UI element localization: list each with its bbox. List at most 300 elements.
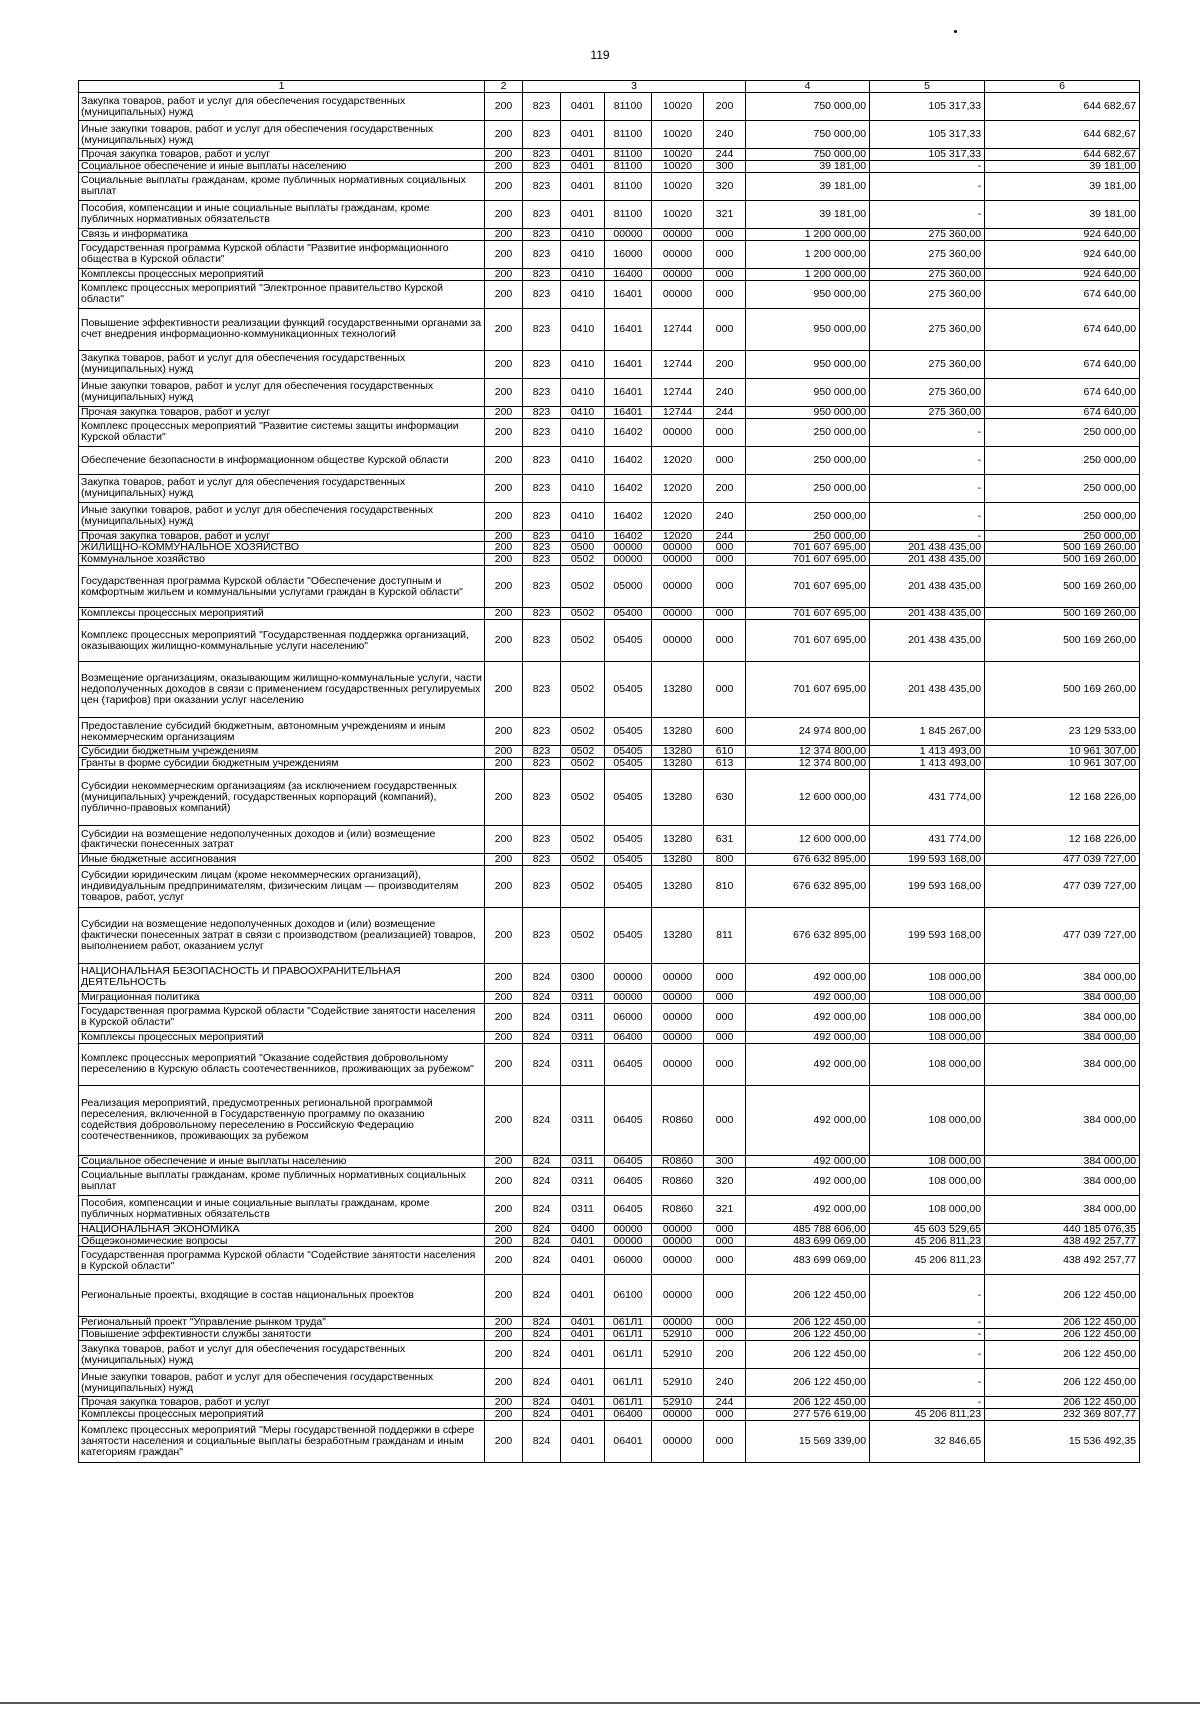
code-cell: 823 xyxy=(523,93,561,121)
code-cell: 824 xyxy=(523,1003,561,1031)
table-row xyxy=(79,907,1140,963)
amount-cell: 232 369 807,77 xyxy=(985,1409,1140,1421)
amount-cell: 644 682,67 xyxy=(985,121,1140,149)
amount-cell: 492 000,00 xyxy=(746,1043,870,1085)
code-cell: 00000 xyxy=(652,1043,704,1085)
code-cell: 00000 xyxy=(652,280,704,308)
code-cell: 000 xyxy=(704,1043,746,1085)
code-cell: 0311 xyxy=(561,1031,605,1043)
code-cell: 823 xyxy=(523,350,561,378)
amount-cell: 32 846,65 xyxy=(870,1421,985,1463)
code-cell: 0311 xyxy=(561,1003,605,1031)
header-cell: 6 xyxy=(985,81,1140,93)
row-name-cell: Социальные выплаты гражданам, кроме публичных нормативных социальных выплат xyxy=(79,1167,485,1195)
table-row xyxy=(79,160,1140,172)
amount-cell: 206 122 450,00 xyxy=(985,1317,1140,1329)
table-header-row xyxy=(79,81,1140,93)
code-cell: 000 xyxy=(704,1003,746,1031)
table-row xyxy=(79,280,1140,308)
row-name-cell: Прочая закупка товаров, работ и услуг xyxy=(79,530,485,542)
table-row xyxy=(79,172,1140,200)
table-row xyxy=(79,1155,1140,1167)
code-cell: 200 xyxy=(485,963,523,991)
code-cell: 52910 xyxy=(652,1329,704,1341)
code-cell: 000 xyxy=(704,1247,746,1275)
code-cell: 630 xyxy=(704,769,746,825)
code-cell: 824 xyxy=(523,963,561,991)
amount-cell: 500 169 260,00 xyxy=(985,662,1140,718)
code-cell: 824 xyxy=(523,1195,561,1223)
amount-cell: - xyxy=(870,1369,985,1397)
code-cell: 00000 xyxy=(605,228,652,240)
code-cell: 823 xyxy=(523,280,561,308)
amount-cell: 1 200 000,00 xyxy=(746,268,870,280)
table-row xyxy=(79,502,1140,530)
code-cell: 000 xyxy=(704,280,746,308)
amount-cell: 275 360,00 xyxy=(870,378,985,406)
amount-cell: 12 600 000,00 xyxy=(746,769,870,825)
code-cell: 05405 xyxy=(605,769,652,825)
header-cell: 3 xyxy=(523,81,746,93)
code-cell: 0401 xyxy=(561,200,605,228)
table-row xyxy=(79,1043,1140,1085)
code-cell: 12020 xyxy=(652,530,704,542)
code-cell: 13280 xyxy=(652,907,704,963)
row-name-cell: Реализация мероприятий, предусмотренных региональной программой переселения, включенной в Государственную программу по оказанию содействия добровольному переселению в Российскую Федерацию соотечественников, проживающих за рубежом xyxy=(79,1085,485,1155)
table-row xyxy=(79,200,1140,228)
code-cell: 13280 xyxy=(652,853,704,865)
amount-cell: 483 699 069,00 xyxy=(746,1235,870,1247)
code-cell: 05000 xyxy=(605,566,652,608)
row-name-cell: Связь и информатика xyxy=(79,228,485,240)
code-cell: 061Л1 xyxy=(605,1317,652,1329)
code-cell: 0410 xyxy=(561,280,605,308)
amount-cell: 492 000,00 xyxy=(746,1085,870,1155)
amount-cell: 108 000,00 xyxy=(870,1155,985,1167)
code-cell: 05400 xyxy=(605,608,652,620)
code-cell: 00000 xyxy=(652,963,704,991)
table-row xyxy=(79,1235,1140,1247)
amount-cell: 438 492 257,77 xyxy=(985,1247,1140,1275)
code-cell: 200 xyxy=(485,93,523,121)
code-cell: 000 xyxy=(704,418,746,446)
code-cell: 16402 xyxy=(605,474,652,502)
row-name-cell: Прочая закупка товаров, работ и услуг xyxy=(79,1397,485,1409)
amount-cell: 199 593 168,00 xyxy=(870,853,985,865)
code-cell: 0502 xyxy=(561,620,605,662)
row-name-cell: Закупка товаров, работ и услуг для обеспечения государственных (муниципальных) нужд xyxy=(79,474,485,502)
code-cell: 200 xyxy=(485,825,523,853)
code-cell: 823 xyxy=(523,718,561,746)
code-cell: 200 xyxy=(485,542,523,554)
code-cell: 0410 xyxy=(561,268,605,280)
code-cell: 823 xyxy=(523,769,561,825)
code-cell: 000 xyxy=(704,240,746,268)
code-cell: 200 xyxy=(485,662,523,718)
code-cell: 823 xyxy=(523,474,561,502)
code-cell: 823 xyxy=(523,418,561,446)
code-cell: 000 xyxy=(704,1031,746,1043)
code-cell: 0502 xyxy=(561,758,605,770)
amount-cell: 1 845 267,00 xyxy=(870,718,985,746)
row-name-cell: НАЦИОНАЛЬНАЯ БЕЗОПАСНОСТЬ И ПРАВООХРАНИТЕЛЬНАЯ ДЕЯТЕЛЬНОСТЬ xyxy=(79,963,485,991)
code-cell: 05405 xyxy=(605,907,652,963)
code-cell: 244 xyxy=(704,406,746,418)
code-cell: 06400 xyxy=(605,1409,652,1421)
amount-cell: 250 000,00 xyxy=(985,530,1140,542)
amount-cell: 1 200 000,00 xyxy=(746,240,870,268)
amount-cell: 477 039 727,00 xyxy=(985,907,1140,963)
code-cell: 00000 xyxy=(652,1317,704,1329)
amount-cell: 384 000,00 xyxy=(985,1031,1140,1043)
code-cell: 061Л1 xyxy=(605,1397,652,1409)
row-name-cell: Пособия, компенсации и иные социальные выплаты гражданам, кроме публичных нормативных обязательств xyxy=(79,200,485,228)
code-cell: 16000 xyxy=(605,240,652,268)
amount-cell: 250 000,00 xyxy=(985,446,1140,474)
code-cell: 00000 xyxy=(652,1003,704,1031)
code-cell: 0502 xyxy=(561,718,605,746)
amount-cell: 15 536 492,35 xyxy=(985,1421,1140,1463)
amount-cell: 500 169 260,00 xyxy=(985,542,1140,554)
scan-dot xyxy=(954,30,957,33)
row-name-cell: Предоставление субсидий бюджетным, автономным учреждениям и иным некоммерческим организациям xyxy=(79,718,485,746)
row-name-cell: Социальное обеспечение и иные выплаты населению xyxy=(79,160,485,172)
code-cell: 16402 xyxy=(605,418,652,446)
row-name-cell: Комплексы процессных мероприятий xyxy=(79,1409,485,1421)
code-cell: 000 xyxy=(704,963,746,991)
code-cell: 00000 xyxy=(652,1275,704,1317)
code-cell: 200 xyxy=(485,378,523,406)
row-name-cell: Пособия, компенсации и иные социальные выплаты гражданам, кроме публичных нормативных обязательств xyxy=(79,1195,485,1223)
amount-cell: 750 000,00 xyxy=(746,121,870,149)
code-cell: 823 xyxy=(523,758,561,770)
code-cell: 200 xyxy=(485,406,523,418)
code-cell: 824 xyxy=(523,1235,561,1247)
amount-cell: 750 000,00 xyxy=(746,93,870,121)
code-cell: 200 xyxy=(485,446,523,474)
amount-cell: 206 122 450,00 xyxy=(746,1317,870,1329)
amount-cell: 275 360,00 xyxy=(870,268,985,280)
code-cell: 200 xyxy=(485,121,523,149)
code-cell: 000 xyxy=(704,268,746,280)
code-cell: R0860 xyxy=(652,1155,704,1167)
amount-cell: 674 640,00 xyxy=(985,350,1140,378)
amount-cell: 950 000,00 xyxy=(746,308,870,350)
table-row xyxy=(79,1275,1140,1317)
code-cell: 00000 xyxy=(652,554,704,566)
amount-cell: 492 000,00 xyxy=(746,963,870,991)
amount-cell: 1 413 493,00 xyxy=(870,746,985,758)
code-cell: 823 xyxy=(523,446,561,474)
code-cell: 200 xyxy=(485,1155,523,1167)
code-cell: 0311 xyxy=(561,991,605,1003)
code-cell: 0401 xyxy=(561,160,605,172)
code-cell: 0502 xyxy=(561,769,605,825)
code-cell: 0502 xyxy=(561,825,605,853)
row-name-cell: Социальное обеспечение и иные выплаты населению xyxy=(79,1155,485,1167)
table-row xyxy=(79,542,1140,554)
amount-cell: 250 000,00 xyxy=(746,474,870,502)
amount-cell: 676 632 895,00 xyxy=(746,853,870,865)
row-name-cell: Закупка товаров, работ и услуг для обеспечения государственных (муниципальных) нужд xyxy=(79,1341,485,1369)
code-cell: 824 xyxy=(523,1085,561,1155)
code-cell: 13280 xyxy=(652,662,704,718)
code-cell: 200 xyxy=(485,1003,523,1031)
table-row xyxy=(79,746,1140,758)
amount-cell: 108 000,00 xyxy=(870,991,985,1003)
code-cell: 000 xyxy=(704,1329,746,1341)
amount-cell: 199 593 168,00 xyxy=(870,907,985,963)
code-cell: 0401 xyxy=(561,1235,605,1247)
code-cell: 200 xyxy=(485,308,523,350)
code-cell: 200 xyxy=(485,172,523,200)
code-cell: 0502 xyxy=(561,566,605,608)
amount-cell: 105 317,33 xyxy=(870,93,985,121)
row-name-cell: Комплексы процессных мероприятий xyxy=(79,608,485,620)
amount-cell: 384 000,00 xyxy=(985,1043,1140,1085)
amount-cell: 676 632 895,00 xyxy=(746,865,870,907)
amount-cell: 674 640,00 xyxy=(985,308,1140,350)
amount-cell: 277 576 619,00 xyxy=(746,1409,870,1421)
code-cell: 0410 xyxy=(561,502,605,530)
table-row xyxy=(79,418,1140,446)
code-cell: 824 xyxy=(523,1167,561,1195)
amount-cell: 201 438 435,00 xyxy=(870,662,985,718)
table-row xyxy=(79,758,1140,770)
code-cell: 321 xyxy=(704,200,746,228)
code-cell: 0410 xyxy=(561,446,605,474)
table-row xyxy=(79,1369,1140,1397)
amount-cell: - xyxy=(870,474,985,502)
code-cell: 81100 xyxy=(605,172,652,200)
code-cell: 52910 xyxy=(652,1397,704,1409)
code-cell: 823 xyxy=(523,662,561,718)
code-cell: 824 xyxy=(523,1155,561,1167)
amount-cell: 199 593 168,00 xyxy=(870,865,985,907)
amount-cell: - xyxy=(870,1341,985,1369)
table-row xyxy=(79,121,1140,149)
code-cell: 0311 xyxy=(561,1043,605,1085)
code-cell: 810 xyxy=(704,865,746,907)
code-cell: 000 xyxy=(704,1409,746,1421)
amount-cell: 201 438 435,00 xyxy=(870,566,985,608)
table-row xyxy=(79,350,1140,378)
code-cell: 00000 xyxy=(652,1409,704,1421)
amount-cell: 275 360,00 xyxy=(870,240,985,268)
table-row xyxy=(79,1167,1140,1195)
amount-cell: 12 168 226,00 xyxy=(985,825,1140,853)
code-cell: 000 xyxy=(704,1275,746,1317)
budget-table xyxy=(78,80,1140,1463)
amount-cell: 105 317,33 xyxy=(870,121,985,149)
amount-cell: - xyxy=(870,200,985,228)
code-cell: 200 xyxy=(485,1329,523,1341)
amount-cell: 250 000,00 xyxy=(985,502,1140,530)
amount-cell: 206 122 450,00 xyxy=(746,1329,870,1341)
code-cell: 823 xyxy=(523,240,561,268)
code-cell: 00000 xyxy=(652,1223,704,1235)
code-cell: 06400 xyxy=(605,1031,652,1043)
amount-cell: 206 122 450,00 xyxy=(746,1397,870,1409)
code-cell: 200 xyxy=(485,1397,523,1409)
code-cell: 0502 xyxy=(561,853,605,865)
table-row xyxy=(79,554,1140,566)
amount-cell: 701 607 695,00 xyxy=(746,566,870,608)
amount-cell: 39 181,00 xyxy=(746,172,870,200)
code-cell: 05405 xyxy=(605,853,652,865)
code-cell: 823 xyxy=(523,608,561,620)
code-cell: 81100 xyxy=(605,93,652,121)
code-cell: 00000 xyxy=(652,608,704,620)
code-cell: 05405 xyxy=(605,662,652,718)
code-cell: 200 xyxy=(485,1247,523,1275)
amount-cell: 500 169 260,00 xyxy=(985,566,1140,608)
code-cell: 200 xyxy=(485,1369,523,1397)
row-name-cell: Возмещение организациям, оказывающим жилищно-коммунальные услуги, части недополученных доходов в связи с применением государственных регулируемых цен (тарифов) при оказании услуг населению xyxy=(79,662,485,718)
table-row xyxy=(79,1341,1140,1369)
amount-cell: 950 000,00 xyxy=(746,378,870,406)
code-cell: 824 xyxy=(523,1329,561,1341)
code-cell: 0410 xyxy=(561,406,605,418)
amount-cell: 674 640,00 xyxy=(985,378,1140,406)
amount-cell: 206 122 450,00 xyxy=(746,1369,870,1397)
code-cell: 200 xyxy=(485,1085,523,1155)
amount-cell: 45 603 529,65 xyxy=(870,1223,985,1235)
row-name-cell: Государственная программа Курской области "Содействие занятости населения в Курской области" xyxy=(79,1003,485,1031)
row-name-cell: Субсидии на возмещение недополученных доходов и (или) возмещение фактически понесенных затрат в связи с производством (реализацией) товаров, выполнением работ, оказанием услуг xyxy=(79,907,485,963)
amount-cell: - xyxy=(870,502,985,530)
code-cell: 00000 xyxy=(605,542,652,554)
code-cell: 824 xyxy=(523,991,561,1003)
code-cell: 0401 xyxy=(561,1275,605,1317)
amount-cell: 950 000,00 xyxy=(746,350,870,378)
header-cell: 4 xyxy=(746,81,870,93)
table-row xyxy=(79,1421,1140,1463)
code-cell: 823 xyxy=(523,268,561,280)
row-name-cell: Комплекс процессных мероприятий "Меры государственной поддержки в сфере занятости населения и социальные выплаты безработным гражданам и иным категориям граждан" xyxy=(79,1421,485,1463)
amount-cell: 924 640,00 xyxy=(985,228,1140,240)
table-row xyxy=(79,769,1140,825)
code-cell: 200 xyxy=(485,502,523,530)
code-cell: 0401 xyxy=(561,1247,605,1275)
code-cell: 10020 xyxy=(652,121,704,149)
header-cell: 1 xyxy=(79,81,485,93)
code-cell: 16401 xyxy=(605,350,652,378)
table-row xyxy=(79,378,1140,406)
table-row xyxy=(79,1397,1140,1409)
code-cell: 0300 xyxy=(561,963,605,991)
code-cell: 244 xyxy=(704,149,746,161)
table-row xyxy=(79,662,1140,718)
code-cell: 0502 xyxy=(561,554,605,566)
table-row xyxy=(79,865,1140,907)
code-cell: 13280 xyxy=(652,718,704,746)
amount-cell: 384 000,00 xyxy=(985,1167,1140,1195)
code-cell: 200 xyxy=(485,149,523,161)
code-cell: 200 xyxy=(485,853,523,865)
code-cell: 13280 xyxy=(652,769,704,825)
code-cell: 823 xyxy=(523,853,561,865)
code-cell: 0401 xyxy=(561,1317,605,1329)
amount-cell: 45 206 811,23 xyxy=(870,1409,985,1421)
row-name-cell: Комплекс процессных мероприятий "Развитие системы защиты информации Курской области" xyxy=(79,418,485,446)
code-cell: 12020 xyxy=(652,502,704,530)
row-name-cell: Закупка товаров, работ и услуг для обеспечения государственных (муниципальных) нужд xyxy=(79,93,485,121)
amount-cell: - xyxy=(870,530,985,542)
row-name-cell: Комплекс процессных мероприятий "Электронное правительство Курской области" xyxy=(79,280,485,308)
code-cell: 200 xyxy=(485,608,523,620)
code-cell: 200 xyxy=(485,474,523,502)
amount-cell: 206 122 450,00 xyxy=(746,1275,870,1317)
code-cell: 823 xyxy=(523,865,561,907)
code-cell: 824 xyxy=(523,1397,561,1409)
amount-cell: 39 181,00 xyxy=(985,172,1140,200)
amount-cell: 12 168 226,00 xyxy=(985,769,1140,825)
code-cell: 823 xyxy=(523,566,561,608)
code-cell: 823 xyxy=(523,200,561,228)
amount-cell: 201 438 435,00 xyxy=(870,542,985,554)
code-cell: 16401 xyxy=(605,406,652,418)
code-cell: 0401 xyxy=(561,1341,605,1369)
code-cell: 06000 xyxy=(605,1003,652,1031)
code-cell: 0410 xyxy=(561,418,605,446)
code-cell: 12744 xyxy=(652,378,704,406)
amount-cell: 108 000,00 xyxy=(870,1085,985,1155)
code-cell: 0500 xyxy=(561,542,605,554)
amount-cell: 384 000,00 xyxy=(985,963,1140,991)
code-cell: 823 xyxy=(523,542,561,554)
row-name-cell: Иные закупки товаров, работ и услуг для обеспечения государственных (муниципальных) нужд xyxy=(79,378,485,406)
code-cell: 00000 xyxy=(652,418,704,446)
row-name-cell: Иные закупки товаров, работ и услуг для обеспечения государственных (муниципальных) нужд xyxy=(79,1369,485,1397)
code-cell: 00000 xyxy=(605,991,652,1003)
code-cell: 200 xyxy=(485,907,523,963)
code-cell: 0311 xyxy=(561,1167,605,1195)
code-cell: R0860 xyxy=(652,1085,704,1155)
amount-cell: 492 000,00 xyxy=(746,1195,870,1223)
code-cell: 13280 xyxy=(652,746,704,758)
amount-cell: 676 632 895,00 xyxy=(746,907,870,963)
amount-cell: 206 122 450,00 xyxy=(746,1341,870,1369)
amount-cell: 206 122 450,00 xyxy=(985,1341,1140,1369)
row-name-cell: Прочая закупка товаров, работ и услуг xyxy=(79,406,485,418)
amount-cell: 492 000,00 xyxy=(746,1167,870,1195)
amount-cell: 1 200 000,00 xyxy=(746,228,870,240)
table-row xyxy=(79,446,1140,474)
code-cell: 00000 xyxy=(652,542,704,554)
code-cell: 200 xyxy=(704,1341,746,1369)
row-name-cell: Региональные проекты, входящие в состав национальных проектов xyxy=(79,1275,485,1317)
amount-cell: 492 000,00 xyxy=(746,1003,870,1031)
code-cell: 200 xyxy=(485,1275,523,1317)
table-row xyxy=(79,620,1140,662)
amount-cell: 384 000,00 xyxy=(985,1195,1140,1223)
code-cell: 823 xyxy=(523,172,561,200)
code-cell: 16400 xyxy=(605,268,652,280)
code-cell: 824 xyxy=(523,1409,561,1421)
code-cell: 000 xyxy=(704,620,746,662)
amount-cell: 108 000,00 xyxy=(870,1003,985,1031)
code-cell: 000 xyxy=(704,1235,746,1247)
code-cell: 200 xyxy=(485,758,523,770)
row-name-cell: Общеэкономические вопросы xyxy=(79,1235,485,1247)
amount-cell: 250 000,00 xyxy=(746,530,870,542)
amount-cell: 477 039 727,00 xyxy=(985,853,1140,865)
code-cell: 10020 xyxy=(652,160,704,172)
amount-cell: 39 181,00 xyxy=(985,200,1140,228)
amount-cell: 108 000,00 xyxy=(870,1195,985,1223)
code-cell: 200 xyxy=(485,1195,523,1223)
